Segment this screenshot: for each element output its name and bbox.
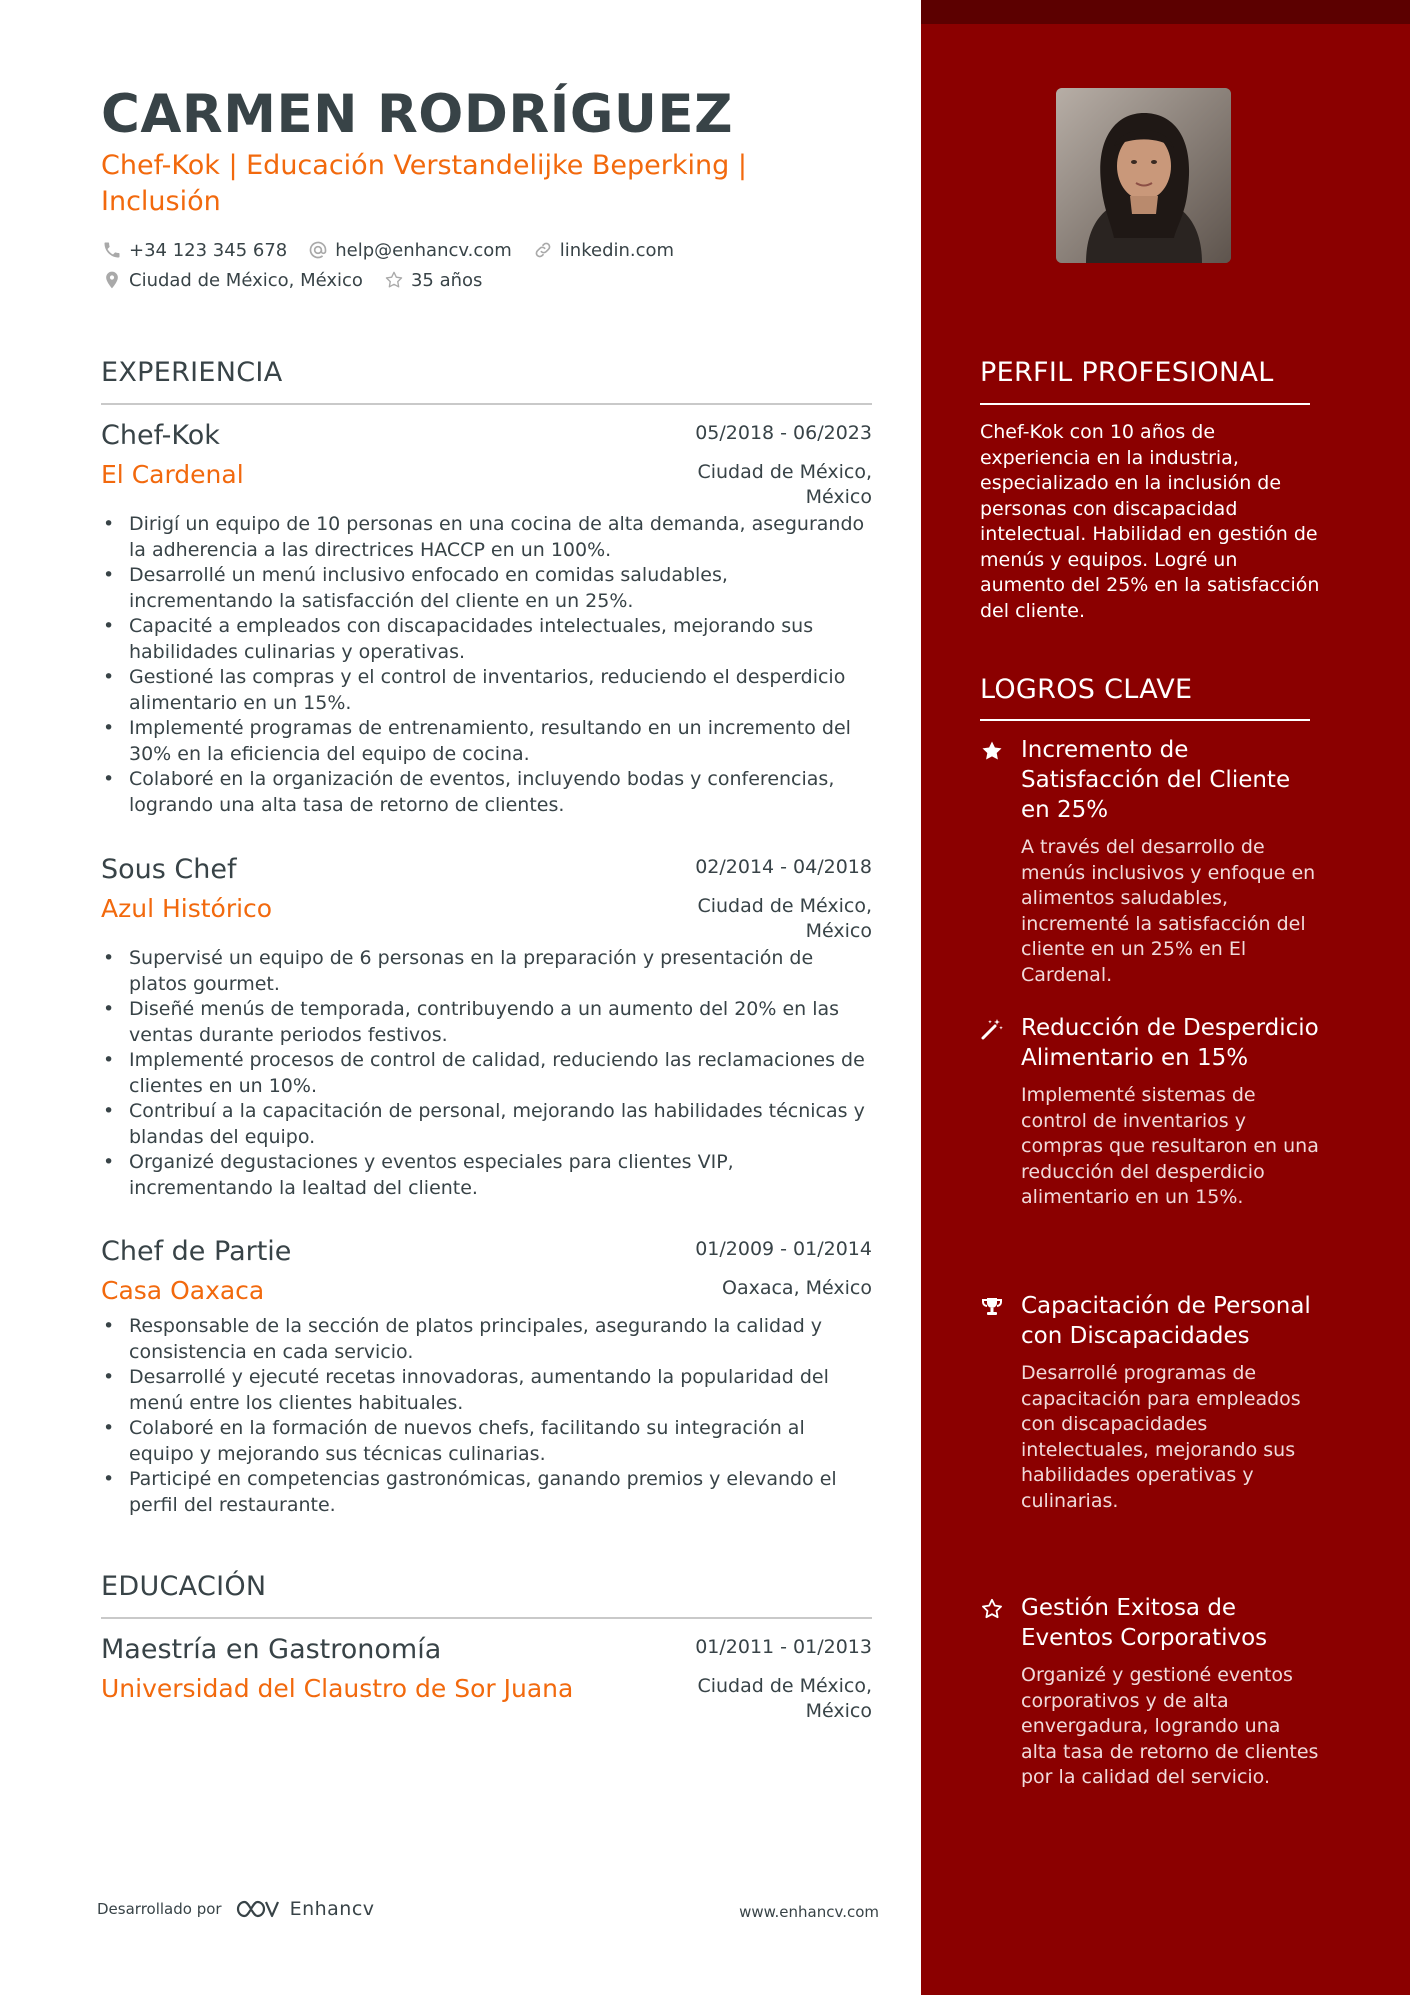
phone-icon bbox=[101, 239, 123, 261]
enhancv-brand[interactable] bbox=[234, 1897, 375, 1921]
profile-photo bbox=[1056, 88, 1231, 263]
star-outline-icon bbox=[383, 269, 405, 291]
school-name: Universidad del Claustro de Sor Juana bbox=[101, 1674, 574, 1703]
bullet-item: • Organizé degustaciones y eventos especiales para clientes VIP, incrementando la lealtad del cliente. bbox=[101, 1150, 872, 1201]
contact-location bbox=[101, 269, 363, 291]
education-section-title: EDUCACIÓN bbox=[101, 1571, 267, 1602]
star-filled-icon bbox=[980, 739, 1004, 763]
phone-text: +34 123 345 678 bbox=[129, 239, 288, 261]
star-outline-icon bbox=[980, 1597, 1004, 1621]
bullet-item: • Capacité a empleados con discapacidades intelectuales, mejorando sus habilidades culinarias y operativas. bbox=[101, 614, 872, 665]
degree-name: Maestría en Gastronomía bbox=[101, 1634, 442, 1665]
achievement-item bbox=[980, 1593, 1320, 1791]
job-company: Azul Histórico bbox=[101, 894, 273, 923]
link-icon bbox=[532, 239, 554, 261]
brand-name: Enhancv bbox=[289, 1898, 375, 1920]
achievement-title: Incremento de Satisfacción del Cliente en 25% bbox=[1021, 737, 1291, 823]
profile-section-title: PERFIL PROFESIONAL bbox=[980, 357, 1274, 388]
contact-phone bbox=[101, 239, 287, 261]
education-entry bbox=[101, 1634, 872, 1726]
job-location: Ciudad de México, México bbox=[697, 461, 872, 508]
contact-email[interactable] bbox=[307, 239, 512, 261]
job-bullets bbox=[101, 946, 872, 1201]
at-sign-icon bbox=[307, 239, 329, 261]
experience-divider bbox=[101, 403, 872, 405]
bullet-item: • Contribuí a la capacitación de personal, mejorando las habilidades técnicas y blandas del equipo. bbox=[101, 1099, 872, 1150]
bullet-item: • Participé en competencias gastronómicas, ganando premios y elevando el perfil del restaurante. bbox=[101, 1467, 872, 1518]
trophy-icon bbox=[980, 1295, 1004, 1319]
magic-wand-icon bbox=[980, 1017, 1004, 1041]
email-text[interactable]: help@enhancv.com bbox=[335, 239, 512, 261]
footer-credit bbox=[97, 1897, 375, 1921]
bullet-item: • Gestioné las compras y el control de inventarios, reduciendo el desperdicio alimentario en un 15%. bbox=[101, 665, 872, 716]
profile-summary: Chef-Kok con 10 años de experiencia en la industria, especializado en la inclusión de personas con discapacidad intelectual. Habilidad en gestión de menús y equipos. Logré un aumento del 25% en la satisfacción del cliente. bbox=[980, 421, 1320, 622]
enhancv-logo-icon bbox=[234, 1897, 280, 1921]
job-entry bbox=[101, 420, 872, 818]
contact-link[interactable] bbox=[532, 239, 674, 261]
location-pin-icon bbox=[101, 269, 123, 291]
achievements-section-title: LOGROS CLAVE bbox=[980, 674, 1193, 705]
contact-row-1 bbox=[101, 239, 694, 261]
job-company: El Cardenal bbox=[101, 460, 244, 489]
bullet-item: • Colaboré en la formación de nuevos chefs, facilitando su integración al equipo y mejorando sus técnicas culinarias. bbox=[101, 1416, 872, 1467]
job-dates: 02/2014 - 04/2018 bbox=[695, 856, 872, 878]
bullet-item: • Desarrollé un menú inclusivo enfocado en comidas saludables, incrementando la satisfacción del cliente en un 25%. bbox=[101, 563, 872, 614]
bullet-item: • Desarrollé y ejecuté recetas innovadoras, aumentando la popularidad del menú entre los clientes habituales. bbox=[101, 1365, 872, 1416]
experience-section-title: EXPERIENCIA bbox=[101, 357, 283, 388]
job-dates: 05/2018 - 06/2023 bbox=[695, 422, 872, 444]
candidate-headline: Chef-Kok | Educación Verstandelijke Beperking | Inclusión bbox=[101, 150, 747, 217]
job-dates: 01/2009 - 01/2014 bbox=[695, 1238, 872, 1260]
job-location: Oaxaca, México bbox=[722, 1277, 872, 1299]
achievement-item bbox=[980, 1013, 1320, 1211]
job-location: Ciudad de México, México bbox=[697, 895, 872, 942]
job-bullets bbox=[101, 1314, 872, 1518]
sidebar-top-band bbox=[921, 0, 1410, 24]
candidate-name: CARMEN RODRÍGUEZ bbox=[101, 84, 734, 145]
footer-website[interactable]: www.enhancv.com bbox=[739, 1903, 879, 1921]
job-role: Sous Chef bbox=[101, 854, 237, 885]
location-text: Ciudad de México, México bbox=[129, 269, 363, 291]
achievement-title: Capacitación de Personal con Discapacidades bbox=[1021, 1293, 1311, 1349]
age-text: 35 años bbox=[410, 269, 483, 291]
job-entry bbox=[101, 854, 872, 1201]
achievement-description: Implementé sistemas de control de inventarios y compras que resultaron en una reducción del desperdicio alimentario en un 15%. bbox=[1021, 1084, 1319, 1208]
school-location: Ciudad de México, México bbox=[697, 1675, 872, 1722]
job-company: Casa Oaxaca bbox=[101, 1276, 265, 1305]
job-role: Chef de Partie bbox=[101, 1236, 292, 1267]
education-dates: 01/2011 - 01/2013 bbox=[695, 1636, 872, 1658]
achievement-item bbox=[980, 1291, 1320, 1514]
achievements-divider bbox=[980, 719, 1310, 721]
link-text[interactable]: linkedin.com bbox=[559, 239, 675, 261]
achievement-title: Reducción de Desperdicio Alimentario en 15% bbox=[1021, 1015, 1319, 1071]
bullet-item: • Implementé procesos de control de calidad, reduciendo las reclamaciones de clientes en un 10%. bbox=[101, 1048, 872, 1099]
achievement-description: Organizé y gestioné eventos corporativos y de alta envergadura, logrando una alta tasa de retorno de clientes por la calidad del servicio. bbox=[1021, 1664, 1319, 1788]
contact-row-2 bbox=[101, 269, 502, 291]
education-divider bbox=[101, 1617, 872, 1619]
job-role: Chef-Kok bbox=[101, 420, 220, 451]
bullet-item: • Colaboré en la organización de eventos, incluyendo bodas y conferencias, logrando una alta tasa de retorno de clientes. bbox=[101, 767, 872, 818]
built-by-text: Desarrollado por bbox=[97, 1900, 222, 1918]
job-entry bbox=[101, 1236, 872, 1518]
achievement-title: Gestión Exitosa de Eventos Corporativos bbox=[1021, 1595, 1268, 1651]
achievement-item bbox=[980, 735, 1320, 988]
achievement-description: Desarrollé programas de capacitación para empleados con discapacidades intelectuales, mejorando sus habilidades operativas y culinarias. bbox=[1021, 1362, 1301, 1512]
portrait-image bbox=[1056, 88, 1231, 263]
contact-age bbox=[383, 269, 482, 291]
bullet-item: • Diseñé menús de temporada, contribuyendo a un aumento del 20% en las ventas durante periodos festivos. bbox=[101, 997, 872, 1048]
bullet-item: • Implementé programas de entrenamiento, resultando en un incremento del 30% en la eficiencia del equipo de cocina. bbox=[101, 716, 872, 767]
profile-divider bbox=[980, 403, 1310, 405]
sidebar bbox=[921, 0, 1410, 1995]
bullet-item: • Supervisé un equipo de 6 personas en la preparación y presentación de platos gourmet. bbox=[101, 946, 872, 997]
job-bullets bbox=[101, 512, 872, 818]
bullet-item: • Dirigí un equipo de 10 personas en una cocina de alta demanda, asegurando la adherencia a las directrices HACCP en un 100%. bbox=[101, 512, 872, 563]
footer bbox=[97, 1897, 879, 1927]
achievement-description: A través del desarrollo de menús inclusivos y enfoque en alimentos saludables, incrementé la satisfacción del cliente en un 25% en El Cardenal. bbox=[1021, 836, 1316, 986]
bullet-item: • Responsable de la sección de platos principales, asegurando la calidad y consistencia en cada servicio. bbox=[101, 1314, 872, 1365]
